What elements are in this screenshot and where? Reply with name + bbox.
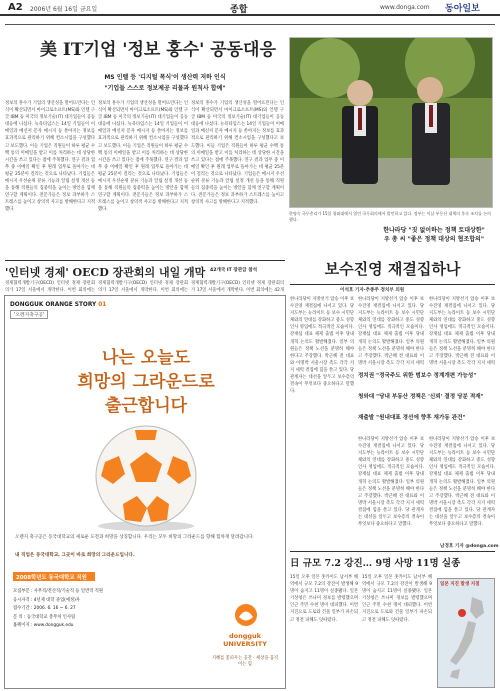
lead-body-col2: 정보의 홍수가 기업의 생산성을 떨어뜨린다는 인식이 확산되면서 마이크로소프트(MS)와 인텔 구글 IBM 등 미국의 정보기술(IT) 대기업들이 공동 대응에 나섰다. 뉴욕타임스는 14일 기업들이 이메일과 메신저 문자 메시지 등 쏟아지는 정보를 효과적으로 관리하기 위해 컨소시엄을 구성했다고 보도했다. 이들 기업은 직원들이 하루 평균 수백 통의 이메일을 받고 이를 처리하는 데 상당한 시간을 쓰고 있다는 점에 주목했다. 연구 결과 업무 중 이메일 확인 후 원래 업무로 돌아가는 데 평균 25분이 걸리는 것으로 나타났다. 기업들은 메시지 우선순위 분류 기능과 알림 설정 개선 등을 통해 직원들의 집중력을 높이는 방안을 함께 연구할 계획이다. 전문가들은 정보 과부하가 스트레스를 높이고 창의적 사고를 방해한다고 지적했다.: [98, 101, 188, 213]
photo-caption: 한명숙 국무총리가 15일 청와대에서 열린 국무회의에서 발언하고 있다. 정부는 이날 부동산 대책의 후속 조치를 논의했다.: [289, 211, 491, 222]
ad-recruit-badge: 2008학년도 동국대학교 직원채용: [13, 572, 95, 581]
ad-series-title: '오렌지축구공': [10, 310, 48, 319]
right-body-col2: 한나라당이 지방선거 압승 이후 보수진영 재결집에 나서고 있다. 당 지도부는 뉴라이트 등 보수 시민단체와의 연대를 강화하고 중도 성향 인사 영입에도 적극적인 모습이다. 강재섭 대표 체제 출범 이후 당내 개혁 논의도 활발해졌다. 일부 의원들은 정책 노선을 분명히 해야 한다고 주장했다. 박근혜 전 대표와 이명박 서울시장 측도 각각 지지 세력: [358, 297, 424, 366]
right-pullquote: 정치권 "정국주도 위한 범보수 정계개편 가능성": [358, 373, 477, 379]
soccer-ball-icon: [85, 422, 207, 532]
ad-info-line[interactable]: 홈페이지 : www.dongguk.edu: [13, 623, 74, 628]
ad-copy: 오렌지 축구공은 동국대학교의 새로운 도전과 희망을 상징합니다. 우리는 모두 희망의 그라운드를 향해 힘차게 달려갑니다.: [15, 535, 254, 540]
right-rule: [290, 284, 495, 285]
section-name: 종합: [230, 5, 248, 15]
right-headline: 보수진영 재결집하나: [324, 260, 461, 278]
lead-headline: 美 IT기업 '정보 홍수' 공동대응: [40, 40, 276, 60]
ad-info-line: 응시자격 : 4년제 대학 졸업(예정)자: [13, 597, 80, 603]
dongguk-emblem-icon: [233, 602, 259, 628]
right-body-col4: 한나라당이 지방선거 압승 이후 보수진영 재결집에 나서고 있다. 당 지도부는 뉴라이트 등 보수 시민단체와의 연대를 강화하고 중도 성향 인사 영입에도 적극적인 모습이다. 강재섭 대표 체제 출범 이후 당내 개혁 논의도 활발해졌다. 일부 의원들은 정책 노선을 분명히 해야 한다고 주장했다. 박근혜 전 대표와 이명박 서울시장 측도 각각 지지 세력 결집에 힘을 쏟고 있다. 당 관계자는 대선을 앞두고 보수층의 결속이 무엇보다 중요하다고 말했다.: [358, 437, 424, 528]
right-body-col1: 한나라당이 지방선거 압승 이후 보수진영 재결집에 나서고 있다. 당 지도부는 뉴라이트 등 보수 시민단체와의 연대를 강화하고 중도 성향 인사 영입에도 적극적인 모습이다. 강재섭 대표 체제 출범 이후 당내 개혁 논의도 활발해졌다. 일부 의원들은 정책 노선을 분명히 해야 한다고 주장했다. 박근혜 전 대표와 이명박 서울시장 측도 각각 지지 세력 결집에 힘을 쏟고 있다. 당 관계자는 대선을 앞두고 보수층의 결속이 무엇보다 중요하다고 말했다.: [290, 297, 354, 395]
lead-body-col3: 정보의 홍수가 기업의 생산성을 떨어뜨린다는 인식이 확산되면서 마이크로소프트(MS)와 인텔 구글 IBM 등 미국의 정보기술(IT) 대기업들이 공동 대응에 나섰다. 뉴욕타임스는 14일 기업들이 이메일과 메신저 문자 메시지 등 쏟아지는 정보를 효과적으로 관리하기 위해 컨소시엄을 구성했다고 보도했다. 이들 기업은 직원들이 하루 평균 수백 통의 이메일을 받고 이를 처리하는 데 상당한 시간을 쓰고 있다는 점에 주목했다. 연구 결과 업무 중 이메일 확인 후 원래 업무로 돌아가는 데 평균 25분이 걸리는 것으로 나타났다. 기업들은 메시지 우선순위 분류 기능과 알림 설정 개선 등을 통해 직원들의 집중력을 높이는 방안을 함께 연구할 계획이다. 전문가들은 정보 과부하가 스트레스를 높이고 창의적 사고를 방해한다고 지적했다.: [191, 101, 284, 206]
ad-info-line: 모집부문 : 사무직/전산직/기술직 등 일반직 직원: [13, 589, 104, 594]
right-body-col5: 한나라당이 지방선거 압승 이후 보수진영 재결집에 나서고 있다. 당 지도부는 뉴라이트 등 보수 시민단체와의 연대를 강화하고 중도 성향 인사 영입에도 적극적인 모습이다. 강재섭 대표 체제 출범 이후 당내 개혁 논의도 활발해졌다. 일부 의원들은 정책 노선을 분명히 해야 한다고 주장했다. 박근혜 전 대표와 이명박 서울시장 측도 각각 지지 세력 결집에 힘을 쏟고 있다. 당 관계자는 대선을 앞두고 보수층의 결속이 무엇보다 중요하다고 말했다.: [429, 437, 495, 528]
mid-byline: 42개국 IT 장관급 참석: [210, 268, 258, 273]
top-rule: [5, 24, 495, 25]
site-url: www.donga.com: [380, 4, 430, 11]
photo-illustration: [290, 38, 493, 208]
page-number: A2: [8, 2, 23, 13]
mid-rule: [5, 260, 285, 261]
right-subhead: 우 총 씨 "좋은 정책 대상의 협조합의": [384, 236, 484, 243]
ad-headline: [5, 346, 286, 418]
bottom-headline: 日 규모 7.2 강진… 9명 사망 11명 실종: [290, 558, 461, 569]
ad-info: [13, 588, 183, 631]
right-subhead: 한나라당 "짓 없이하는 정책 토대상한": [383, 227, 485, 234]
right-bottom-byline: 남경호 기자 @donga.com: [440, 544, 499, 549]
earthquake-map: [437, 578, 495, 688]
mid-headline: '인터넷 경제' OECD 장관회의 내일 개막: [5, 266, 206, 279]
ad-headline-line: 나는 오늘도: [101, 348, 191, 368]
ad-headline-line: 희망의 그라운드로: [77, 372, 215, 392]
japan-map-icon: [442, 593, 492, 685]
lead-dek: [65, 72, 265, 94]
ad-series-name: DONGGUK ORANGE STORY: [10, 302, 97, 308]
right-byline: 이석호 기자·추종주 정치부 의원: [340, 288, 405, 293]
brand-logo: 동아일보: [445, 4, 480, 14]
ad-slogan: 지혜를 꽃피우는 공간 · 세상을 움직이는 힘: [211, 656, 279, 667]
mid-body-col3: 경제협력개발기구(OECD) 인터넷 경제 장관회의가 17일 서울에서 개막한다. 이번 회의에는 42개: [191, 281, 284, 294]
lead-body-col1: 정보의 홍수가 기업의 생산성을 떨어뜨린다는 인식이 확산되면서 마이크로소프트(MS)와 인텔 구글 IBM 등 미국의 정보기술(IT) 대기업들이 공동 대응에 나섰다. 뉴욕타임스는 14일 기업들이 이메일과 메신저 문자 메시지 등 쏟아지는 정보를 효과적으로 관리하기 위해 컨소시엄을 구성했다고 보도했다. 이들 기업은 직원들이 하루 평균 수백 통의 이메일을 받고 이를 처리하는 데 상당한 시간을 쓰고 있다는 점에 주목했다. 연구 결과 업무 중 이메일 확인 후 원래 업무로 돌아가는 데 평균 25분이 걸리는 것으로 나타났다. 기업들은 메시지 우선순위 분류 기능과 알림 설정 개선 등을 통해 직원들의 집중력을 높이는 방안을 함께 연구할 계획이다. 전문가들은 정보 과부하가 스트레스를 높이고 창의적 사고를 방해한다고 지적했다.: [5, 101, 95, 213]
news-photo: [289, 37, 493, 208]
advertisement[interactable]: [4, 295, 286, 689]
bottom-body-col2: 15일 오후 일본 홋카이도 남서부 해역에서 규모 7.2의 강진이 발생해 9명이 숨지고 11명이 실종됐다. 일본 기상청은 쓰나미 경보를 발령했으며 인근 주민 수천 명이 대피했다. 이번 지진으로 도로와 건물 일부가 파손되고 정전 피해도 잇따랐다.: [362, 575, 432, 623]
ad-info-line: 접수기간 : 2006. 6. 16 ~ 6. 27: [13, 606, 76, 611]
bottom-body-col1: 15일 오후 일본 홋카이도 남서부 해역에서 규모 7.2의 강진이 발생해 9명이 숨지고 11명이 실종됐다. 일본 기상청은 쓰나미 경보를 발령했으며 인근 주민 수천 명이 대피했다. 이번 지진으로 도로와 건물 일부가 파손되고 정전 피해도 잇따랐다.: [290, 575, 358, 623]
ad-series: [10, 302, 106, 308]
ad-copy-emphasis: 내 직업은 동국대학교, 그곳이 바로 희망의 그라운드입니다.: [15, 553, 135, 558]
lead-dek-line: "기업들 스스로 정보제공 리물과 원칙사 합예": [104, 85, 226, 92]
mid-body-col1: 경제협력개발기구(OECD) 인터넷 경제 장관회의가 17일 서울에서 개막한다. 이번 회의에는: [5, 281, 95, 294]
ad-series-num: 01: [98, 302, 107, 308]
ad-info-line: 문 의 : 동국대학교 총무처 인사팀: [13, 614, 76, 620]
right-body-col3: 한나라당이 지방선거 압승 이후 보수진영 재결집에 나서고 있다. 당 지도부는 뉴라이트 등 보수 시민단체와의 연대를 강화하고 중도 성향 인사 영입에도 적극적인 모습이다. 강재섭 대표 체제 출범 이후 당내 개혁 논의도 활발해졌다. 일부 의원들은 정책 노선을 분명히 해야 한다고 주장했다. 박근혜 전 대표와 이명박 서울시장 측도 각각 지지 세력: [429, 297, 495, 366]
lead-dek-line: MS 인텔 등 '디지털 폭식'이 생산력 저하 인식: [104, 74, 226, 81]
masthead: [0, 0, 500, 16]
right-pullquote: 청와대 "당내 부동산 정책은 '신뢰' 결정 당분 적재": [358, 394, 484, 400]
mid-body-col2: 경제협력개발기구(OECD) 인터넷 경제 장관회의가 17일 서울에서 개막한다. 이번 회의에는: [98, 281, 188, 294]
bottom-rule: [290, 551, 495, 552]
map-title: 일본 지진 발생 지점: [440, 582, 480, 587]
right-pullquote: 재출발 "원내대표 경선에 향후 재가동 관건": [358, 415, 466, 421]
issue-date: 2006년 6월 16일 금요일: [30, 6, 98, 13]
right-subheads: [374, 226, 494, 244]
ad-headline-line: 출근합니다: [104, 396, 188, 416]
ad-logo: dongguk UNIVERSITY: [223, 632, 267, 648]
